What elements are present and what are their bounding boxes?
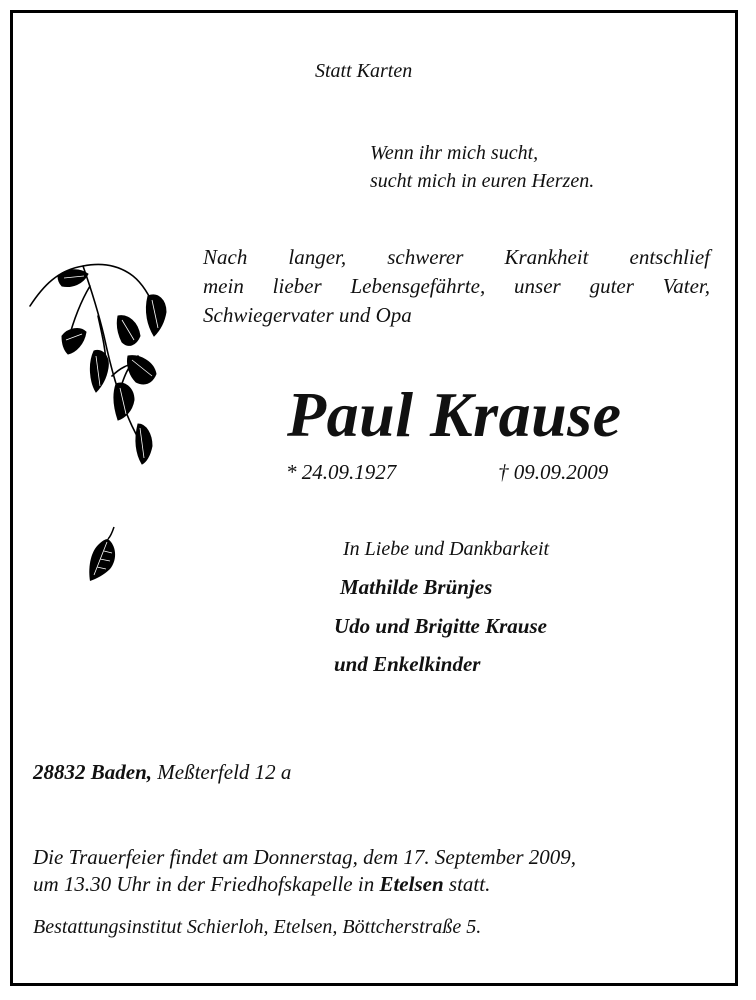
intro-text [203,243,710,330]
intro-line-3: Schwiegervater und Opa [203,303,412,327]
undertaker: Bestattungsinstitut Schierloh, Etelsen, Böttcherstraße 5. [33,916,482,938]
intro-line-1: Nach langer, schwerer Krankheit entschlief [203,245,710,269]
mourners-intro: In Liebe und Dankbarkeit [343,538,550,560]
mourner-1: Mathilde Brünjes [340,575,493,599]
motto-line-2: sucht mich in euren Herzen. [370,170,595,192]
service-line-2-before: um 13.30 Uhr in der Friedhofskapelle in [33,872,380,896]
address [33,760,291,785]
death-date: † 09.09.2009 [498,460,609,484]
mourner-2: Udo und Brigitte Krause [334,614,547,638]
service-place: Etelsen [379,872,444,896]
motto-line-1: Wenn ihr mich sucht, [370,142,539,164]
address-city: 28832 Baden, [33,760,153,784]
deceased-name: Paul Krause [287,379,622,450]
leaf-icon [84,525,120,583]
service-line-2 [33,872,490,897]
header-statt-karten: Statt Karten [315,60,413,82]
birth-date: * 24.09.1927 [286,460,397,484]
address-street: Meßterfeld 12 a [152,760,292,784]
intro-line-2: mein lieber Lebensgefährte, unser guter Vater, [203,274,710,298]
service-line-2-after: statt. [443,872,491,896]
birch-branch-icon [28,256,173,471]
mourner-3: und Enkelkinder [334,652,481,676]
service-line-1: Die Trauerfeier findet am Donnerstag, dem 17. September 2009, [33,845,577,869]
